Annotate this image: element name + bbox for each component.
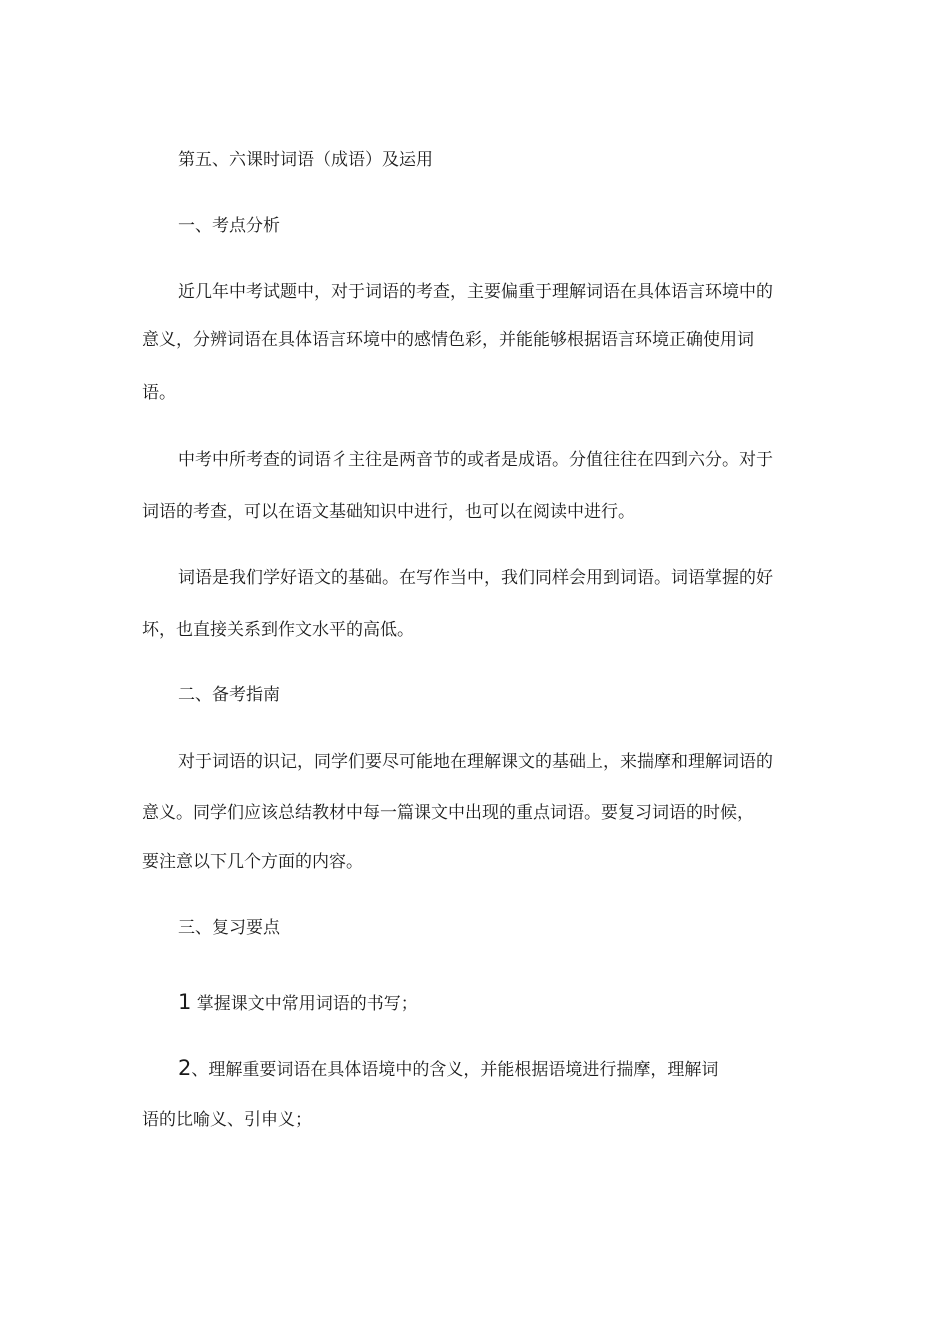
list-item (178, 1058, 718, 1080)
list-item-number: 2 (178, 1056, 192, 1080)
list-item (178, 992, 418, 1014)
paragraph-line: 近几年中考试题中，对于词语的考查，主要偏重于理解词语在具体语言环境中的 (178, 282, 773, 302)
list-item-continuation: 语的比喻义、引申义； (142, 1110, 312, 1130)
paragraph-line: 词语的考查，可以在语文基础知识中进行，也可以在阅读中进行。 (142, 502, 635, 522)
section-heading-analysis: 一、考点分析 (178, 216, 280, 236)
paragraph-line: 要注意以下几个方面的内容。 (142, 852, 363, 872)
paragraph-line: 意义，分辨词语在具体语言环境中的感情色彩，并能能够根据语言环境正确使用词 (142, 330, 754, 350)
list-item-text: 掌握课文中常用词语的书写； (196, 994, 418, 1014)
paragraph-line: 词语是我们学好语文的基础。在写作当中，我们同样会用到词语。词语掌握的好 (178, 568, 773, 588)
paragraph-line: 中考中所考查的词语彳主往是两音节的或者是成语。分值往往在四到六分。对于 (178, 450, 773, 470)
paragraph-line: 语。 (142, 383, 176, 403)
list-item-number: 1 (178, 990, 192, 1014)
document-title: 第五、六课时词语（成语）及运用 (178, 150, 433, 170)
section-heading-review: 三、复习要点 (178, 918, 280, 938)
paragraph-line: 坏，也直接关系到作文水平的高低。 (142, 620, 414, 640)
list-item-text: 、理解重要词语在具体语境中的含义，并能根据语境进行揣摩，理解词 (191, 1060, 719, 1080)
paragraph-line: 对于词语的识记，同学们要尽可能地在理解课文的基础上，来揣摩和理解词语的 (178, 752, 773, 772)
section-heading-guide: 二、备考指南 (178, 685, 280, 705)
paragraph-line: 意义。同学们应该总结教材中每一篇课文中出现的重点词语。要复习词语的时候， (142, 803, 754, 823)
